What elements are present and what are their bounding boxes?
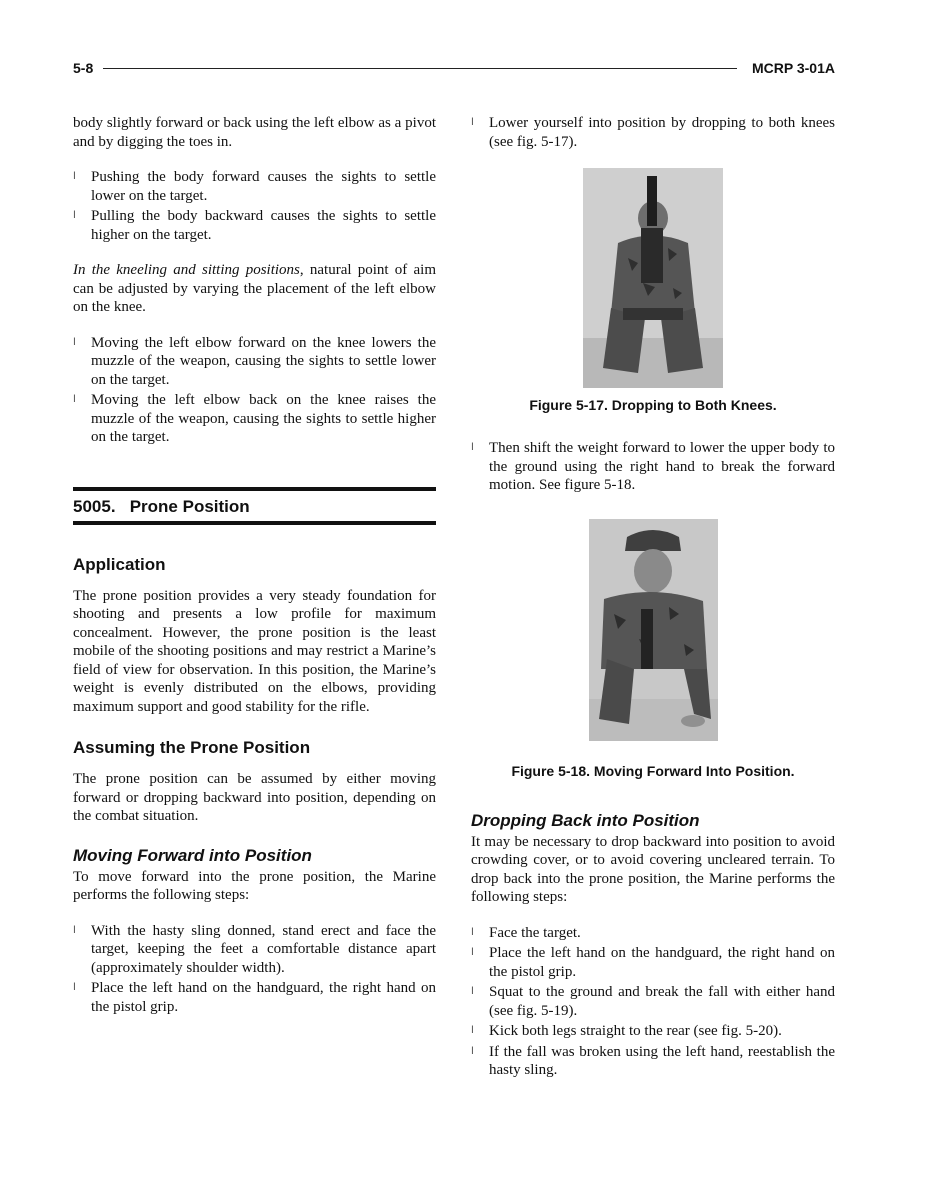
moving-forward-heading: Moving Forward into Position xyxy=(73,845,312,865)
kneeling-paragraph: In the kneeling and sitting positions, natural point of aim can be adjusted by varying the placement of the left elbow on the knee. xyxy=(73,262,436,315)
list-item: l Moving the left elbow forward on the knee lowers the muzzle of the weapon, causing the sights to settle lower on the target. xyxy=(73,334,436,388)
dropping-back-steps xyxy=(471,924,835,1080)
document-id: MCRP 3-01A xyxy=(752,60,835,76)
bullet-icon: l xyxy=(471,117,474,128)
list-item: l With the hasty sling donned, stand erect and face the target, keeping the feet a comfortable distance apart (approximately shoulder width). xyxy=(73,922,436,976)
bullet-icon: l xyxy=(73,982,76,993)
figure-5-17-photo xyxy=(583,168,723,388)
page-header xyxy=(73,60,835,80)
assuming-paragraph: The prone position can be assumed by either moving forward or dropping backward into position, depending on the combat situation. xyxy=(73,771,436,824)
bullet-icon: l xyxy=(73,394,76,405)
list-item: l If the fall was broken using the left hand, reestablish the hasty sling. xyxy=(471,1043,835,1078)
list-item: l Pulling the body backward causes the sights to settle higher on the target. xyxy=(73,208,436,243)
page-number: 5-8 xyxy=(73,60,94,76)
application-paragraph: The prone position provides a very steady foundation for shooting and presents a low profile for maximum concealment. However, the prone position is the least mobile of the shooting positions and may restrict a Marine’s field of view for observation. In this position, the Marine’s weight is evenly distributed on the elbows, providing maximum support and good stability for the rifle. xyxy=(73,587,436,715)
section-heading-box xyxy=(73,487,436,525)
list-item: l Place the left hand on the handguard, the right hand on the pistol grip. xyxy=(471,945,835,980)
figure-5-18-photo xyxy=(589,519,718,741)
bullet-icon: l xyxy=(73,171,76,182)
figure-5-17-caption: Figure 5-17. Dropping to Both Knees. xyxy=(529,397,777,413)
bullet-icon: l xyxy=(471,947,474,958)
header-rule xyxy=(103,68,737,69)
natural-aim-prone-list xyxy=(73,168,436,244)
dropping-back-heading: Dropping Back into Position xyxy=(471,810,700,830)
left-column xyxy=(73,114,436,1033)
list-item: l Kick both legs straight to the rear (see fig. 5-20). xyxy=(471,1023,782,1039)
bullet-icon: l xyxy=(471,1025,474,1036)
list-item: l Moving the left elbow back on the knee raises the muzzle of the weapon, causing the sights to settle higher on the target. xyxy=(73,392,436,445)
kneel-step-list xyxy=(471,114,835,151)
figure-5-18-caption: Figure 5-18. Moving Forward Into Position. xyxy=(511,762,795,779)
section-title: 5005. Prone Position xyxy=(73,496,250,516)
bullet-icon: l xyxy=(471,926,474,938)
list-item: l Lower yourself into position by dropping to both knees (see fig. 5-17). xyxy=(471,115,835,150)
dropping-back-paragraph: It may be necessary to drop backward into position to avoid crowding cover, or to avoid covering uncleared terrain. To drop back into the prone position, the Marine performs the following steps: xyxy=(471,833,835,905)
application-heading: Application xyxy=(73,554,166,574)
moving-forward-steps xyxy=(73,922,436,1017)
list-item: l Pushing the body forward causes the sights to settle lower on the target. xyxy=(73,169,436,204)
bullet-icon: l xyxy=(471,986,474,997)
list-item: l Squat to the ground and break the fall with either hand (see fig. 5-19). xyxy=(471,984,835,1019)
bullet-icon: l xyxy=(73,210,76,221)
bullet-icon: l xyxy=(73,924,76,936)
elbow-adjust-list xyxy=(73,334,436,447)
list-item: l Then shift the weight forward to lower the upper body to the ground using the right hand to break the forward motion. See figure 5-18. xyxy=(471,440,835,493)
bullet-icon: l xyxy=(471,1045,474,1057)
kneeling-soldier-illustration xyxy=(583,168,723,388)
intro-paragraph: body slightly forward or back using the left elbow as a pivot and by digging the toes in. xyxy=(73,115,436,150)
forward-soldier-illustration xyxy=(589,519,718,741)
right-column xyxy=(471,114,835,1097)
shift-weight-list xyxy=(471,439,835,495)
list-item: l Place the left hand on the handguard, the right hand on the pistol grip. xyxy=(73,980,436,1015)
moving-forward-paragraph: To move forward into the prone position, the Marine performs the following steps: xyxy=(73,868,436,903)
assuming-heading: Assuming the Prone Position xyxy=(73,738,311,757)
list-item: l Face the target. xyxy=(471,924,581,941)
bullet-icon: l xyxy=(471,442,474,453)
bullet-icon: l xyxy=(73,336,76,348)
